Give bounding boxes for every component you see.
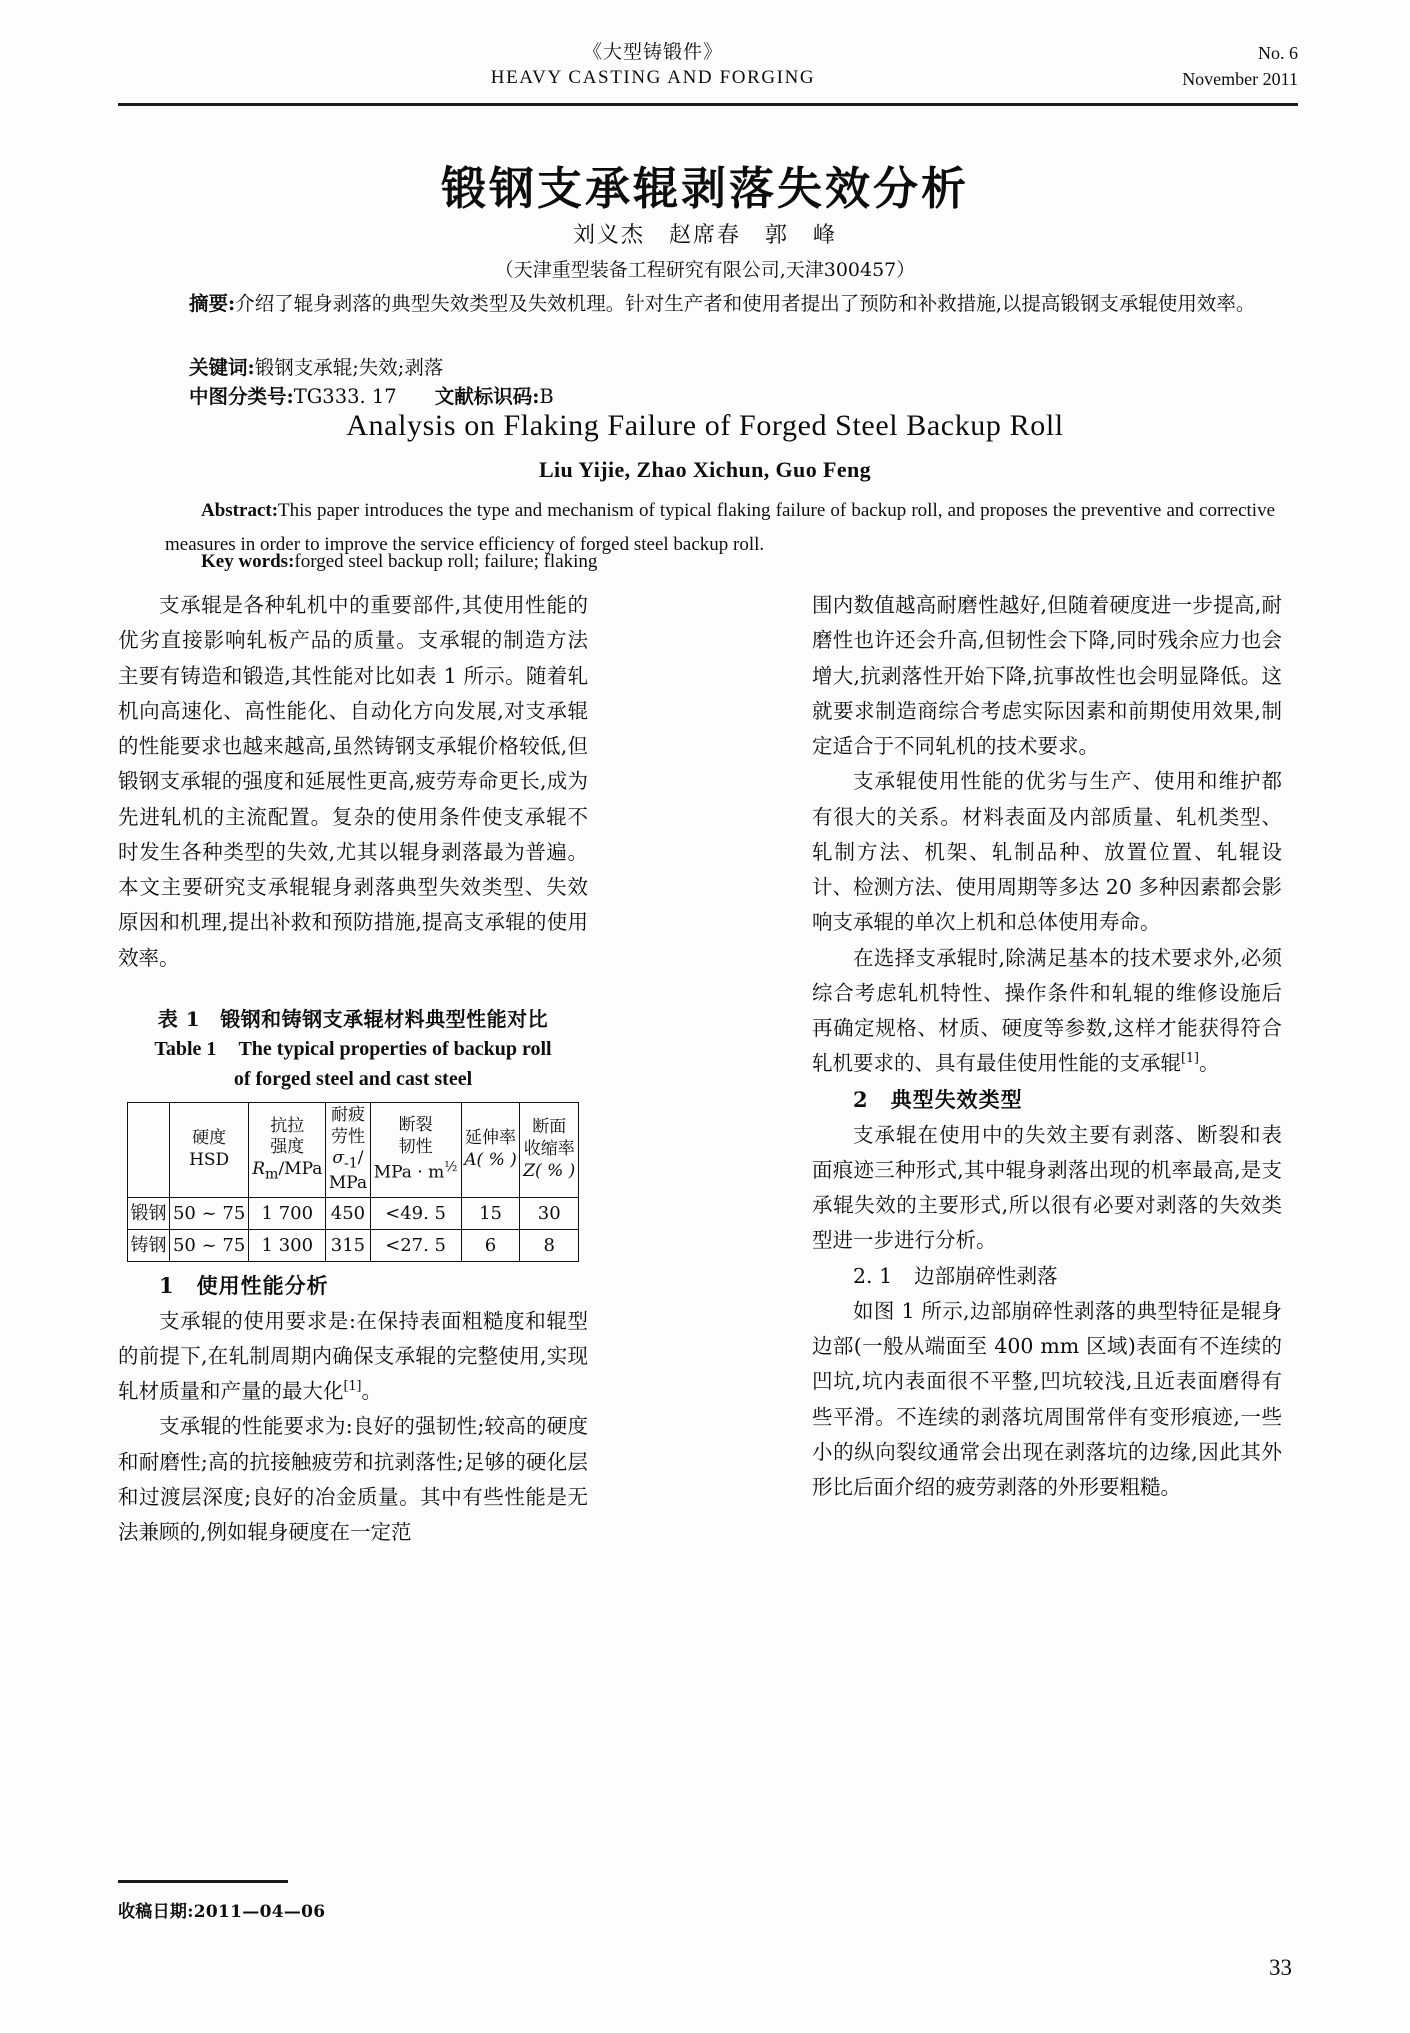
page-title-en: Analysis on Flaking Failure of Forged Steel Backup Roll [346, 409, 1064, 442]
section-title: 典型失效类型 [890, 1086, 1023, 1112]
paragraph: 如图 1 所示,边部崩碎性剥落的典型特征是辊身边部(一般从端面至 400 mm 区域)表面有不连续的凹坑,坑内表面很不平整,凹坑较浅,且近表面磨得有些平滑。不连续的剥落坑周围常伴有变形痕迹,一些小的纵向裂纹通常会出现在剥落坑的边缘,因此其外形比后面介绍的疲劳剥落的外形要粗糙。 [812, 1298, 1282, 1500]
paragraph: 在选择支承辊时,除满足基本的技术要求外,必须综合考虑轧机特性、操作条件和轧辊的维修设施后再确定规格、材质、硬度等参数,这样才能获得符合轧机要求的、具有最佳使用性能的支承辊[1]。 [812, 945, 1282, 1076]
received-date-value: 2011—04—06 [193, 1902, 326, 1922]
keywords-cn-text: 锻钢支承辊;失效;剥落 [254, 356, 444, 379]
abstract-en-text: This paper introduces the type and mechanism of typical flaking failure of backup roll, and proposes the preventive and corrective measures in order to improve the service efficiency of forged steel backup roll. [165, 500, 1275, 556]
journal-name-cn: 《大型铸锻件》 [582, 41, 723, 63]
table-caption-cn-label: 表 1 [157, 1006, 201, 1031]
table-caption-en-line2: of forged steel and cast steel [233, 1067, 473, 1090]
properties-table [127, 1102, 579, 1262]
affiliation-cn: （天津重型装备工程研究有限公司,天津300457） [494, 259, 916, 281]
keywords-cn [155, 352, 1300, 380]
cell-hardness: 50 ~ 75 [170, 1229, 249, 1261]
table-caption-cn-text: 锻钢和铸钢支承辊材料典型性能对比 [220, 1006, 549, 1031]
paragraph: 支承辊是各种轧机中的重要部件,其使用性能的优劣直接影响轧板产品的质量。支承辊的制造方法主要有铸造和锻造,其性能对比如表 1 所示。随着轧机向高速化、高性能化、自动化方向发展,对支承辊的性能要求也越来越高,虽然铸钢支承辊价格较低,但锻钢支承辊的强度和延展性更高,疲劳寿命更长,成为先进轧机的主流配置。复杂的使用条件使支承辊不时发生各种类型的失效,尤其以辊身剥落最为普遍。本文主要研究支承辊辊身剥落典型失效类型、失效原因和机理,提出补救和预防措施,提高支承辊的使用效率。 [118, 593, 588, 970]
keywords-en-text: forged steel backup roll; failure; flaking [294, 551, 598, 572]
issue-date: November 2011 [1182, 69, 1298, 90]
subsection-title: 边部崩碎性剥落 [914, 1263, 1058, 1288]
cell-fracture-toughness: <49. 5 [370, 1197, 461, 1229]
cell-reduction-of-area: 30 [520, 1197, 579, 1229]
cell-material: 铸钢 [128, 1229, 170, 1261]
table-header-fracture-toughness: 断裂 韧性 MPa · $m^{\frac{1}{2}}$ [370, 1102, 461, 1197]
abstract-cn-text: 介绍了辊身剥落的典型失效类型及失效机理。针对生产者和使用者提出了预防和补救措施,以提高锻钢支承辊使用效率。 [235, 292, 1256, 315]
abstract-cn-label: 摘要: [189, 292, 236, 315]
section-heading-2 [812, 1082, 1282, 1118]
page-number: 33 [1269, 1955, 1292, 1980]
header-rule [118, 103, 1298, 106]
paragraph: 支承辊的性能要求为:良好的强韧性;较高的硬度和耐磨性;高的抗接触疲劳和抗剥落性;足够的硬化层和过渡层深度;良好的冶金质量。其中有些性能是无法兼顾的,例如辊身硬度在一定范 [118, 1414, 588, 1545]
cell-reduction-of-area: 8 [520, 1229, 579, 1261]
received-date [118, 1897, 325, 1922]
table-caption-en-text: The typical properties of backup roll [238, 1037, 552, 1060]
clc-label: 中图分类号: [189, 385, 294, 408]
cell-fatigue: 315 [326, 1229, 370, 1261]
journal-name-en: HEAVY CASTING AND FORGING [490, 66, 816, 88]
body-column-right [812, 588, 1282, 1505]
issue-number: No. 6 [1258, 43, 1298, 63]
subsection-heading-2-1 [812, 1259, 1282, 1294]
clc-line [155, 381, 1300, 409]
keywords-en [165, 551, 1275, 573]
keywords-en-label: Key words: [201, 551, 295, 572]
cell-tensile-strength: 1 700 [249, 1197, 326, 1229]
paragraph: 围内数值越高耐磨性越好,但随着硬度进一步提高,耐磨性也许还会升高,但韧性会下降,同时残余应力也会增大,抗剥落性开始下降,抗事故性也会明显降低。这就要求制造商综合考虑实际因素和前期使用效果,制定适合于不同轧机的技术要求。 [812, 593, 1282, 758]
table-header-fatigue: 耐疲 劳性 $\sigma_{-1}/$ MPa [326, 1102, 370, 1197]
clc-value: TG333. 17 [293, 385, 397, 408]
table-caption-cn [118, 1004, 588, 1034]
footnote-rule [118, 1880, 288, 1883]
paragraph: 支承辊在使用中的失效主要有剥落、断裂和表面痕迹三种形式,其中辊身剥落出现的机率最高,是支承辊失效的主要形式,所以很有必要对剥落的失效类型进一步进行分析。 [812, 1122, 1282, 1253]
section-number: 1 [159, 1272, 175, 1298]
doc-code-value: B [539, 385, 554, 408]
reference-marker: [1] [1181, 1050, 1199, 1066]
cell-material: 锻钢 [128, 1197, 170, 1229]
paragraph: 支承辊的使用要求是:在保持表面粗糙度和辊型的前提下,在轧制周期内确保支承辊的完整使用,实现轧材质量和产量的最大化[1]。 [118, 1308, 588, 1404]
subsection-number: 2. 1 [853, 1263, 893, 1288]
running-head [118, 40, 1298, 92]
section-title: 使用性能分析 [196, 1272, 329, 1298]
reference-marker: [1] [343, 1378, 362, 1394]
table-block [118, 1004, 588, 1262]
table-row [128, 1197, 579, 1229]
running-head-journal [158, 40, 1148, 90]
cell-elongation: 6 [461, 1229, 520, 1261]
section-heading-1 [118, 1268, 588, 1304]
table-caption-en [118, 1034, 588, 1064]
body-column-left [118, 588, 588, 1550]
cell-fatigue: 450 [326, 1197, 370, 1229]
table-header-material [128, 1102, 170, 1197]
doc-code-label: 文献标识码: [434, 385, 540, 408]
page-title-cn: 锻钢支承辊剥落失效分析 [440, 162, 969, 215]
keywords-cn-label: 关键词: [189, 356, 255, 379]
table-header-tensile-strength: 抗拉 强度 $R_m$/MPa [249, 1102, 326, 1197]
section-number: 2 [853, 1086, 869, 1112]
cell-tensile-strength: 1 300 [249, 1229, 326, 1261]
cell-fracture-toughness: <27. 5 [370, 1229, 461, 1261]
running-head-issue [1148, 40, 1298, 92]
authors-cn: 刘义杰 赵席春 郭 峰 [572, 223, 837, 248]
abstract-cn [155, 287, 1300, 321]
table-row [128, 1229, 579, 1261]
cell-hardness: 50 ~ 75 [170, 1197, 249, 1229]
table-header-reduction-of-area: 断面 收缩率 Z( % ) [520, 1102, 579, 1197]
cell-elongation: 15 [461, 1197, 520, 1229]
table-header-hardness: 硬度 HSD [170, 1102, 249, 1197]
table-header-row [128, 1102, 579, 1197]
table-caption-en-label: Table 1 [154, 1037, 217, 1060]
abstract-en-label: Abstract: [201, 500, 279, 521]
received-date-label: 收稿日期: [118, 1902, 194, 1922]
authors-en: Liu Yijie, Zhao Xichun, Guo Feng [538, 457, 872, 482]
paragraph: 支承辊使用性能的优劣与生产、使用和维护都有很大的关系。材料表面及内部质量、轧机类型、轧制方法、机架、轧制品种、放置位置、轧辊设计、检测方法、使用周期等多达 20 多种因素都会影响支承辊的单次上机和总体使用寿命。 [812, 769, 1282, 935]
table-header-elongation: 延伸率 A( % ) [461, 1102, 520, 1197]
